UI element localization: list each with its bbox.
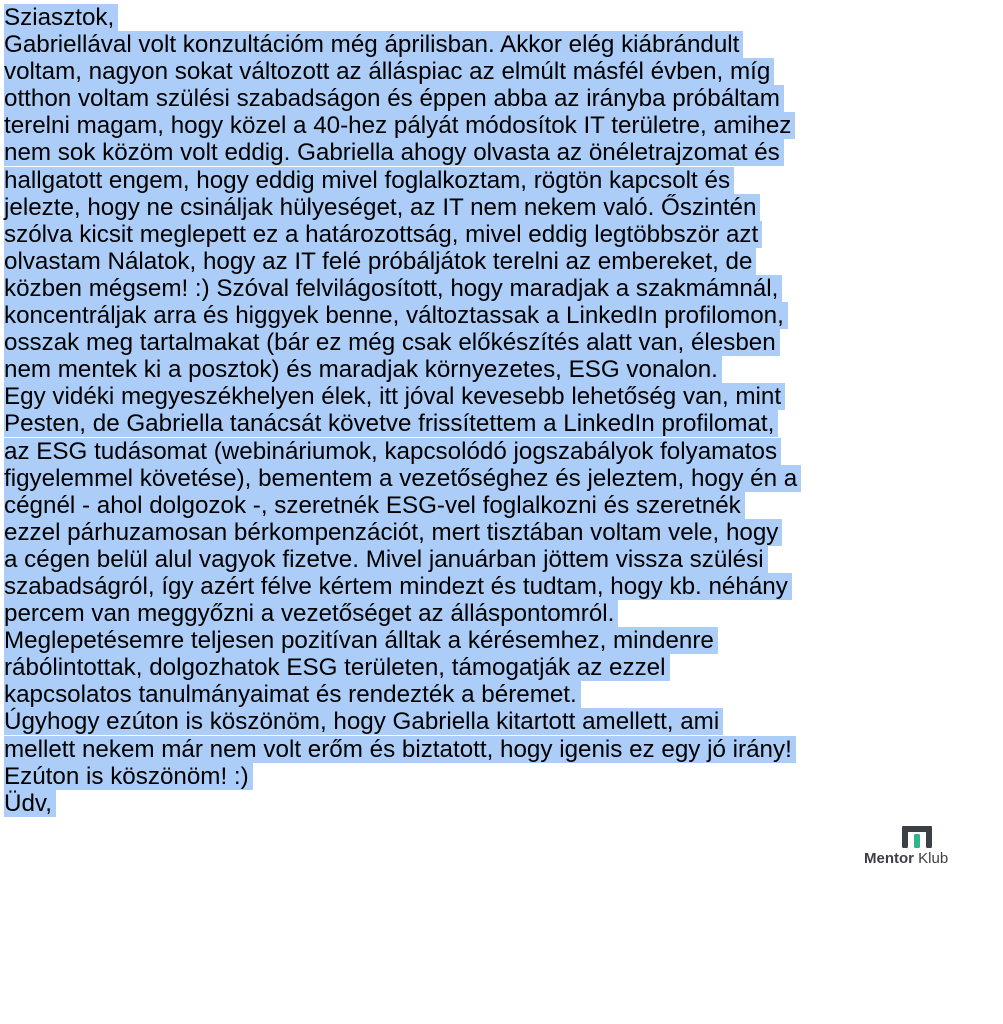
text-line-20: ezzel párhuzamosan bérkompenzációt, mert tisztában voltam vele, hogy <box>4 519 999 546</box>
text-line-19: cégnél - ahol dolgozok -, szeretnék ESG-vel foglalkozni és szeretnék <box>4 492 999 519</box>
text-line-16: Pesten, de Gabriella tanácsát követve frissítettem a LinkedIn profilomat, <box>4 410 999 437</box>
text-line-14: nem mentek ki a posztok) és maradjak környezetes, ESG vonalon. <box>4 356 999 383</box>
text-line-25: rábólintottak, dolgozhatok ESG területen, támogatják az ezzel <box>4 654 999 681</box>
logo-wordmark <box>864 850 980 868</box>
text-line-23: percem van meggyőzni a vezetőséget az álláspontomról. <box>4 600 999 627</box>
text-line-2: Gabriellával volt konzultációm még áprilisban. Akkor elég kiábrándult <box>4 31 999 58</box>
text-line-18: figyelemmel követése), bementem a vezetőséghez és jeleztem, hogy én a <box>4 465 999 492</box>
mentor-klub-m-logo-icon <box>902 826 938 848</box>
text-line-9: szólva kicsit meglepett ez a határozottság, mivel eddig legtöbbször azt <box>4 221 999 248</box>
text-line-29: Ezúton is köszönöm! :) <box>4 763 999 790</box>
text-line-8: jelezte, hogy ne csináljak hülyeséget, az IT nem nekem való. Őszintén <box>4 194 999 221</box>
text-line-17: az ESG tudásomat (webináriumok, kapcsolódó jogszabályok folyamatos <box>4 438 999 465</box>
text-line-21: a cégen belül alul vagyok fizetve. Mivel januárban jöttem vissza szülési <box>4 546 999 573</box>
text-line-28: mellett nekem már nem volt erőm és biztatott, hogy igenis ez egy jó irány! <box>4 736 999 763</box>
mentor-klub-logo <box>864 824 980 870</box>
logo-brand-light: Klub <box>914 850 949 867</box>
text-line-15: Egy vidéki megyeszékhelyen élek, itt jóval kevesebb lehetőség van, mint <box>4 383 999 410</box>
text-line-13: osszak meg tartalmakat (bár ez még csak előkészítés alatt van, élesben <box>4 329 999 356</box>
text-line-7: hallgatott engem, hogy eddig mivel foglalkoztam, rögtön kapcsolt és <box>4 167 999 194</box>
text-line-1: Sziasztok, <box>4 4 999 31</box>
testimonial-text <box>4 4 999 817</box>
text-line-12: koncentráljak arra és higgyek benne, változtassak a LinkedIn profilomon, <box>4 302 999 329</box>
text-line-4: otthon voltam szülési szabadságon és éppen abba az irányba próbáltam <box>4 85 999 112</box>
text-line-26: kapcsolatos tanulmányaimat és rendezték a béremet. <box>4 681 999 708</box>
text-line-30: Üdv, <box>4 790 999 817</box>
text-line-5: terelni magam, hogy közel a 40-hez pályát módosítok IT területre, amihez <box>4 112 999 139</box>
text-line-27: Úgyhogy ezúton is köszönöm, hogy Gabriella kitartott amellett, ami <box>4 708 999 735</box>
text-line-11: közben mégsem! :) Szóval felvilágosított, hogy maradjak a szakmámnál, <box>4 275 999 302</box>
text-line-10: olvastam Nálatok, hogy az IT felé próbáljátok terelni az embereket, de <box>4 248 999 275</box>
text-line-6: nem sok közöm volt eddig. Gabriella ahogy olvasta az önéletrajzomat és <box>4 139 999 166</box>
text-line-24: Meglepetésemre teljesen pozitívan álltak a kérésemhez, mindenre <box>4 627 999 654</box>
text-line-3: voltam, nagyon sokat változott az álláspiac az elmúlt másfél évben, míg <box>4 58 999 85</box>
logo-brand-bold: Mentor <box>864 850 914 867</box>
text-line-22: szabadságról, így azért félve kértem mindezt és tudtam, hogy kb. néhány <box>4 573 999 600</box>
